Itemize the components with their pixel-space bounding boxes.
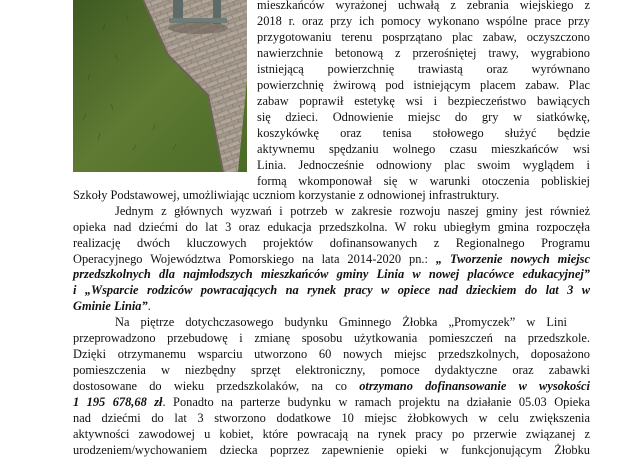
text-line <box>73 394 590 410</box>
playground-photo <box>73 0 247 172</box>
text-line: się dzieci. Odnowienie miejsc do gry w siatkówkę, <box>257 110 590 124</box>
text-line: istniejącą powierzchnię trawiastą oraz wyrównano <box>257 62 590 76</box>
text-line: Dzięki otrzymanemu wsparciu utworzono 60 nowych miejsc przedszkolnych, doposażono <box>73 347 590 361</box>
text-line: mieszkańców wyrażonej uchwałą z zebrania wiejskiego z <box>257 0 590 12</box>
text-line: formą wkomponował się w warunki otoczenia pobliskiej <box>257 174 590 188</box>
text-line: Linia. Jednocześnie odnowiony plac swoim wyglądem i <box>257 158 590 172</box>
text-line: przygotowaniu terenu posprzątano plac zabaw, oczyszczono <box>257 30 590 44</box>
text-line: Na piętrze dotychczasowego budynku Gminnego Żłobka „Promyczek” w Lini <box>115 315 567 329</box>
text-line: realizację dwóch kluczowych projektów dofinansowanych z Regionalnego Programu <box>73 236 590 250</box>
text-line: nawierzchnie betonową z przerośniętej trawy, wygrabiono <box>257 46 590 60</box>
text-line: aktywności zawodowej u kobiet, które powracają na rynek pracy po przerwie związanej z <box>73 427 590 441</box>
text-segment: . Ponadto na parterze budynku w ramach projektu na działanie 05.03 Opieka <box>162 395 590 409</box>
text-line: Szkoły Podstawowej, umożliwiając uczniom korzystanie z odnowionej infrastruktury. <box>73 188 500 202</box>
text-line: urodzeniem/wychowaniem dziecka poprzez zapewnienie opieki w funkcjonującym Żłobku <box>73 443 590 457</box>
text-segment: dostosowane do wieku przedszkolaków, na co <box>73 379 360 393</box>
text-line <box>73 298 151 314</box>
text-line: nad dziećmi do lat 3 stworzono dodatkowe 10 miejsc żłobkowych w celu zwiększenia <box>73 411 590 425</box>
project-title: „ Tworzenie nowych miejsc <box>435 252 590 266</box>
text-line: powierzchnię żwirową pod istniejącym placem zabaw. Plac <box>257 78 590 92</box>
funding-amount-label: otrzymano dofinansowanie w wysokości <box>359 379 590 393</box>
text-line: aktywnemu spędzaniu wolnego czasu mieszkańców wsi <box>257 142 590 156</box>
playground-photo-image <box>73 0 247 172</box>
text-line: pomieszczenia w niezbędny sprzęt elektroniczny, pomoce dydaktyczne oraz zabawki <box>73 363 590 377</box>
project-title: przedszkolnych dla najmłodszych mieszkańców gminy Linia w nowej placówce edukacyjnej” <box>73 267 590 281</box>
text-segment: . <box>147 299 151 313</box>
text-segment: Operacyjnego Województwa Pomorskiego na lata 2014-2020 pn.: <box>73 252 436 266</box>
text-line: opieka nad dziećmi do lat 3 oraz edukacja przedszkolna. W roku ubiegłym gmina rozpoczęła <box>73 220 590 234</box>
text-line: zabaw poprawił estetykę wsi i bezpieczeństwo bawiących <box>257 94 590 108</box>
project-title: Gminie Linia” <box>73 299 148 313</box>
text-line <box>73 378 590 394</box>
text-line: 2018 r. oraz przy ich pomocy wykonano wspólne prace przy <box>257 14 590 28</box>
text-line: przeprowadzono przebudowę i zmianę sposobu użytkowania pomieszczeń na przedszkole. <box>73 331 590 345</box>
funding-amount: 1 195 678,68 zł <box>73 395 163 409</box>
text-line: koszykówkę oraz tenisa stołowego służyć będzie <box>257 126 590 140</box>
project-title: i „Wsparcie rodziców powracających na rynek pracy w opiece nad dzieckiem do lat 3 w <box>73 283 590 297</box>
text-line <box>73 251 590 267</box>
text-line: Jednym z głównych wyzwań i potrzeb w zakresie rozwoju naszej gminy jest również <box>115 204 590 218</box>
